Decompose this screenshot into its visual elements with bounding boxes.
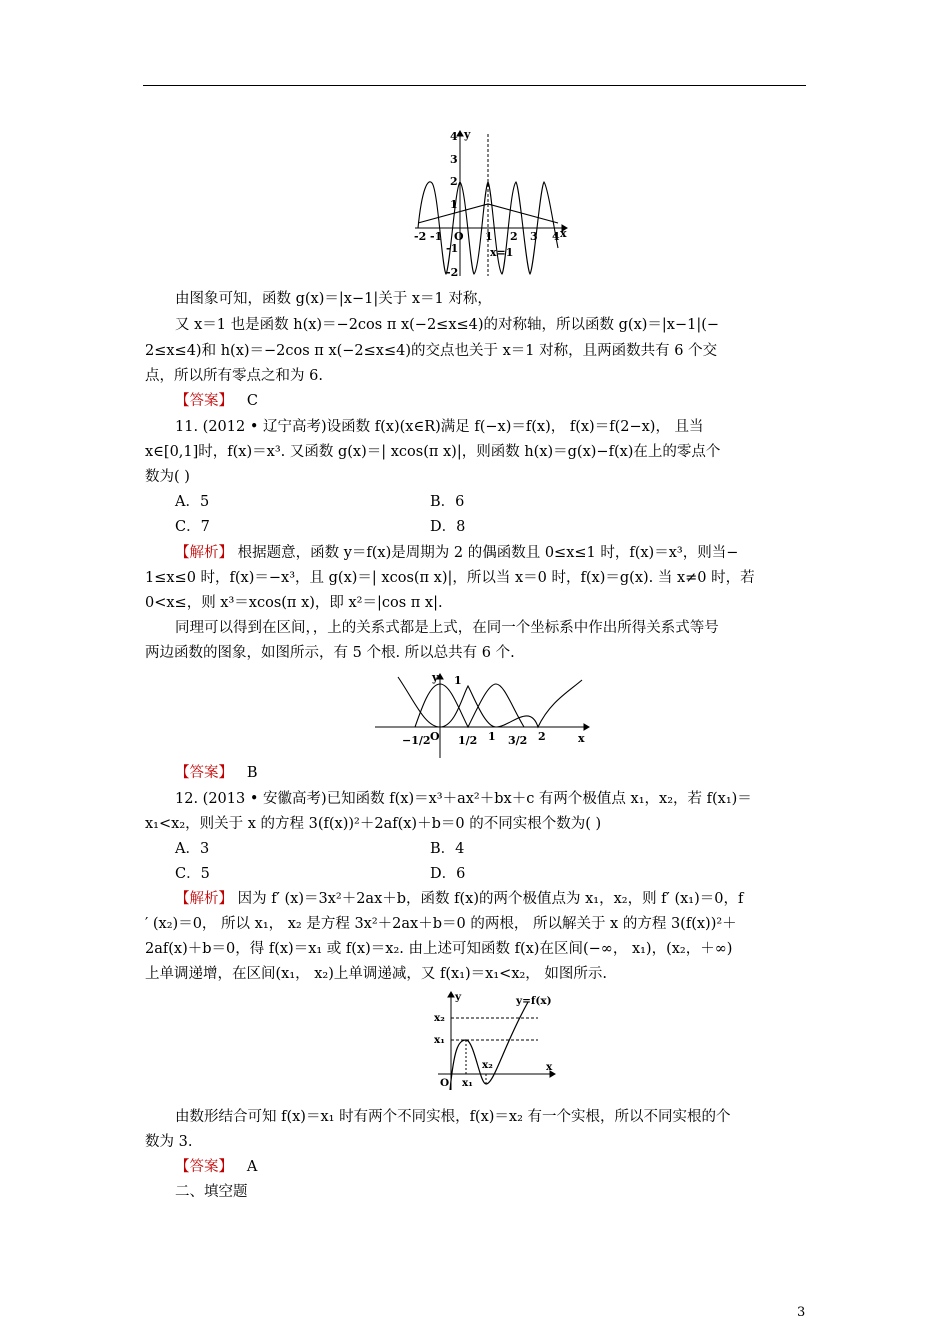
q11-option-a: A．5 bbox=[175, 494, 210, 510]
p1-line4: 点，所以所有零点之和为 6. bbox=[145, 368, 323, 384]
x-tick-2: 2 bbox=[510, 230, 518, 243]
fig3-y-label: y bbox=[455, 991, 462, 1003]
q12-option-c: C．5 bbox=[175, 866, 210, 882]
p1-line3: 2≤x≤4)和 h(x)＝−2cos π x(−2≤x≤4)的交点也关于 x＝1 对称，且两函数共有 6 个交 bbox=[145, 343, 718, 359]
answer-value: C bbox=[246, 393, 258, 409]
answer-12 bbox=[175, 1157, 257, 1177]
q11-option-c: C．7 bbox=[175, 519, 210, 535]
fig3-x2-point: x₂ bbox=[482, 1059, 493, 1071]
q12-line1: 12. (2013 • 安徽高考)已知函数 f(x)＝x³＋ax²＋bx＋c 有两个极值点 x₁，x₂，若 f(x₁)＝ bbox=[175, 791, 752, 807]
sol11-line1 bbox=[175, 543, 738, 563]
answer-tag: 【答案】 bbox=[175, 1159, 233, 1175]
p1-line2: 又 x＝1 也是函数 h(x)＝−2cos π x(−2≤x≤4)的对称轴，所以函数 g(x)＝|x−1|(− bbox=[175, 317, 720, 333]
fig3-x1-tick: x₁ bbox=[462, 1077, 473, 1089]
fig2-tick-origin: O bbox=[430, 730, 440, 743]
y-tick-2: 2 bbox=[450, 175, 458, 188]
fig2-tick-2: 2 bbox=[538, 730, 546, 743]
q11-option-d: D．8 bbox=[430, 519, 466, 535]
sol11-line2: 1≤x≤0 时，f(x)＝−x³，且 g(x)＝| xcos(π x)|，所以当 x＝0 时，f(x)＝g(x). 当 x≠0 时，若 bbox=[145, 570, 755, 586]
symmetry-label: x=1 bbox=[490, 246, 514, 259]
q12-option-a: A．3 bbox=[175, 841, 210, 857]
sol12-line5: 由数形结合可知 f(x)＝x₁ 时有两个不同实根，f(x)＝x₂ 有一个实根，所以不同实根的个 bbox=[175, 1109, 731, 1125]
y-tick-4: 4 bbox=[450, 130, 458, 143]
page-number: 3 bbox=[797, 1305, 806, 1320]
sol12-line6: 数为 3. bbox=[145, 1134, 193, 1150]
q11-line2: x∈[0,1]时，f(x)＝x³. 又函数 g(x)＝| xcos(π x)|，则函数 h(x)＝g(x)−f(x)在上的零点个 bbox=[145, 444, 721, 460]
answer-10 bbox=[175, 391, 258, 411]
figure-cubic-extrema-graph bbox=[428, 990, 558, 1098]
header-rule bbox=[143, 85, 806, 86]
x-tick-neg2: -2 bbox=[414, 230, 427, 243]
q11-line3: 数为( ) bbox=[145, 469, 190, 485]
fig2-one-label: 1 bbox=[454, 674, 462, 687]
fig2-tick-neg-half: −1/2 bbox=[402, 734, 431, 747]
x-tick-neg1: -1 bbox=[430, 230, 443, 243]
y-tick-1: 1 bbox=[450, 198, 458, 211]
solution-tag: 【解析】 bbox=[175, 891, 233, 907]
solution-tag: 【解析】 bbox=[175, 545, 233, 561]
q12-line2: x₁<x₂，则关于 x 的方程 3(f(x))²＋2af(x)＋b＝0 的不同实根个数为( ) bbox=[145, 816, 602, 832]
fig2-tick-1: 1 bbox=[488, 730, 496, 743]
sol12-line3: 2af(x)＋b＝0，得 f(x)＝x₁ 或 f(x)＝x₂. 由上述可知函数 f(x)在区间(−∞， x₁)，(x₂，＋∞) bbox=[145, 941, 733, 957]
x-tick-3: 3 bbox=[530, 230, 538, 243]
q12-option-d: D．6 bbox=[430, 866, 466, 882]
x-tick-4: 4 bbox=[552, 230, 560, 243]
section-heading: 二、填空题 bbox=[175, 1184, 248, 1200]
fig3-curve-label: y=f(x) bbox=[516, 995, 552, 1007]
answer-11 bbox=[175, 763, 257, 783]
answer-tag: 【答案】 bbox=[175, 765, 233, 781]
answer-value: A bbox=[246, 1159, 258, 1175]
figure-cosine-abs-graph bbox=[410, 128, 570, 280]
answer-tag: 【答案】 bbox=[175, 393, 233, 409]
fig2-x-label: x bbox=[578, 732, 585, 745]
sol11-text1: 根据题意，函数 y＝f(x)是周期为 2 的偶函数且 0≤x≤1 时，f(x)＝x³，则当− bbox=[233, 545, 739, 561]
sol12-line2: ′ (x₂)＝0， 所以 x₁， x₂ 是方程 3x²＋2ax＋b＝0 的两根， 所以解关于 x 的方程 3(f(x))²＋ bbox=[145, 916, 737, 932]
sol11-line4: 同理可以得到在区间，，上的关系式都是上式，在同一个坐标系中作出所得关系式等号 bbox=[175, 620, 719, 636]
fig2-y-label: y bbox=[432, 672, 439, 684]
x-axis-label: x bbox=[560, 227, 567, 240]
fig3-x-label: x bbox=[546, 1061, 553, 1073]
x-tick-1: 1 bbox=[485, 230, 493, 243]
fig2-tick-three-half: 3/2 bbox=[508, 734, 528, 747]
p1-line1: 由图象可知，函数 g(x)＝|x−1|关于 x＝1 对称， bbox=[175, 291, 492, 307]
x-tick-origin: O bbox=[454, 230, 464, 243]
sol11-line3: 0<x≤，则 x³＝xcos(π x)，即 x²＝|cos π x|. bbox=[145, 595, 443, 611]
y-tick-neg2: -2 bbox=[446, 266, 459, 279]
q11-line1: 11. (2012 • 辽宁高考)设函数 f(x)(x∈R)满足 f(−x)＝f(x)， f(x)＝f(2−x)， 且当 bbox=[175, 419, 704, 435]
sol11-line5: 两边函数的图象，如图所示，有 5 个根. 所以总共有 6 个. bbox=[145, 645, 515, 661]
sol12-text1: 因为 f′ (x)＝3x²＋2ax＋b，函数 f(x)的两个极值点为 x₁，x₂，则 f′ (x₁)＝0，f bbox=[233, 891, 744, 907]
q12-option-b: B．4 bbox=[430, 841, 465, 857]
answer-value: B bbox=[246, 765, 258, 781]
y-tick-3: 3 bbox=[450, 153, 458, 166]
fig3-origin: O bbox=[440, 1077, 450, 1089]
y-tick-neg1: -1 bbox=[446, 242, 459, 255]
y-axis-label: y bbox=[464, 128, 471, 141]
fig3-x1-label: x₁ bbox=[434, 1034, 445, 1046]
fig3-x2-label: x₂ bbox=[434, 1012, 445, 1024]
q11-option-b: B．6 bbox=[430, 494, 465, 510]
sol12-line4: 上单调递增，在区间(x₁， x₂)上单调递减，又 f(x₁)＝x₁<x₂， 如图所示. bbox=[145, 966, 608, 982]
sol12-line1 bbox=[175, 889, 743, 909]
figure-periodic-cubic-graph bbox=[370, 672, 595, 760]
fig2-tick-half: 1/2 bbox=[458, 734, 478, 747]
